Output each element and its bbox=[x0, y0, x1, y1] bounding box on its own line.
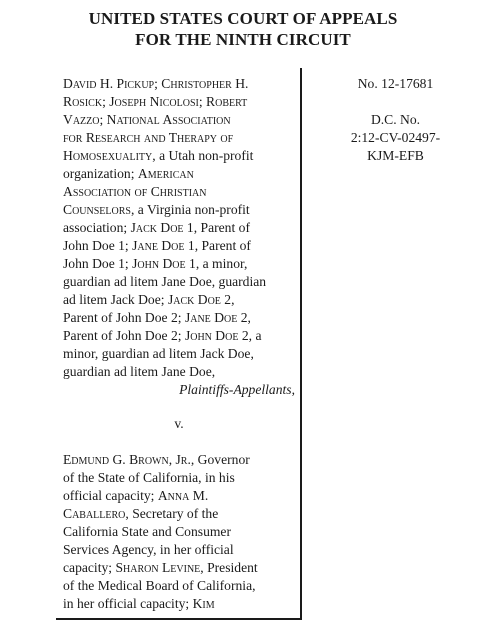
plaintiffs-line: ad litem Jack Doe; Jack Doe 2, bbox=[63, 292, 235, 307]
court-name-line-1: UNITED STATES COURT OF APPEALS bbox=[88, 9, 398, 28]
court-header bbox=[0, 8, 486, 50]
dc-number-line-1: 2:12-CV-02497- bbox=[350, 130, 441, 145]
plaintiffs-line: guardian ad litem Jane Doe, guardian bbox=[63, 274, 267, 289]
plaintiffs-line: Rosick; Joseph Nicolosi; Robert bbox=[63, 94, 248, 109]
case-number: No. 12-17681 bbox=[357, 76, 434, 91]
plaintiffs-line: Homosexuality, a Utah non-profit bbox=[63, 148, 254, 163]
dc-number-line-2: KJM-EFB bbox=[367, 148, 424, 163]
defendants-line: Edmund G. Brown, Jr., Governor bbox=[63, 452, 250, 467]
defendants-line: official capacity; Anna M. bbox=[63, 488, 209, 503]
plaintiffs-role-label: Plaintiffs-Appellants bbox=[179, 382, 292, 397]
plaintiffs-block bbox=[63, 75, 299, 399]
plaintiffs-line: minor, guardian ad litem Jack Doe, bbox=[63, 346, 254, 361]
plaintiffs-line: Parent of John Doe 2; Jane Doe 2, bbox=[63, 310, 251, 325]
plaintiffs-line: Association of Christian bbox=[63, 184, 207, 199]
defendants-line: Caballero, Secretary of the bbox=[63, 506, 219, 521]
defendants-line: California State and Consumer bbox=[63, 524, 231, 539]
plaintiffs-line: guardian ad litem Jane Doe, bbox=[63, 364, 216, 379]
plaintiffs-line: association; Jack Doe 1, Parent of bbox=[63, 220, 250, 235]
defendants-line: in her official capacity; Kim bbox=[63, 596, 215, 611]
defendants-block bbox=[63, 451, 299, 613]
defendants-line: capacity; Sharon Levine, President bbox=[63, 560, 258, 575]
plaintiffs-role: Plaintiffs-Appellants, bbox=[179, 382, 295, 397]
plaintiffs-line: David H. Pickup; Christopher H. bbox=[63, 76, 249, 91]
plaintiffs-line: Vazzo; National Association bbox=[63, 112, 231, 127]
plaintiffs-line: organization; American bbox=[63, 166, 194, 181]
plaintiffs-line: Parent of John Doe 2; John Doe 2, a bbox=[63, 328, 262, 343]
dc-label: D.C. No. bbox=[370, 112, 421, 127]
defendants-line: of the Medical Board of California, bbox=[63, 578, 256, 593]
versus-label: v. bbox=[174, 416, 184, 431]
plaintiffs-line: Counselors, a Virginia non-profit bbox=[63, 202, 250, 217]
defendants-line: Services Agency, in her official bbox=[63, 542, 234, 557]
court-name-line-2: FOR THE NINTH CIRCUIT bbox=[135, 30, 351, 49]
defendants-line: of the State of California, in his bbox=[63, 470, 235, 485]
case-number-block bbox=[305, 75, 486, 93]
district-court-number-block bbox=[305, 111, 486, 165]
plaintiffs-line: for Research and Therapy of bbox=[63, 130, 234, 145]
plaintiffs-line: John Doe 1; Jane Doe 1, Parent of bbox=[63, 238, 251, 253]
plaintiffs-line: John Doe 1; John Doe 1, a minor, bbox=[63, 256, 248, 271]
